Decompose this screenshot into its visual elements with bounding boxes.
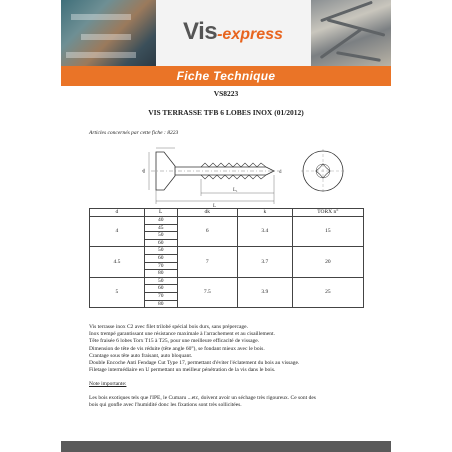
- cell-d: 4: [90, 217, 145, 247]
- cell-dk: 7.5: [177, 277, 237, 307]
- cell-d: 5: [90, 277, 145, 307]
- note-title: Note importante:: [89, 381, 127, 387]
- cell-torx: 15: [292, 217, 363, 247]
- product-title: VIS TERRASSE TFB 6 LOBES INOX (01/2012): [148, 108, 304, 117]
- product-reference: VS8223: [213, 89, 239, 98]
- label-d: d: [279, 170, 282, 175]
- cell-dk: 7: [177, 247, 237, 277]
- cell-torx: 20: [292, 247, 363, 277]
- label-l: L: [213, 204, 217, 209]
- dimensions-table: [89, 208, 364, 308]
- cell-l: 60: [144, 239, 177, 247]
- fiche-technique-band: Fiche Technique: [61, 66, 391, 86]
- product-description: [89, 324, 369, 374]
- footer-bar: [61, 441, 391, 452]
- cell-k: 3.9: [237, 277, 292, 307]
- cell-l: 60: [144, 254, 177, 262]
- cell-torx: 25: [292, 277, 363, 307]
- note-text: [89, 395, 374, 409]
- note-line: Les bois exotiques tels que l'IPE, le Cumaru ...etc, doivent avoir un séchage très rigoureux. Ce sont des: [89, 395, 316, 401]
- table-row: [90, 247, 364, 255]
- logo-express: -express: [217, 26, 283, 43]
- cell-dk: 6: [177, 217, 237, 247]
- cell-l: 70: [144, 292, 177, 300]
- cell-k: 3.4: [237, 217, 292, 247]
- cell-l: 80: [144, 270, 177, 278]
- table-header-row: [90, 209, 364, 217]
- cell-k: 3.7: [237, 247, 292, 277]
- cell-l: 50: [144, 247, 177, 255]
- cell-l: 70: [144, 262, 177, 270]
- cell-d: 4.5: [90, 247, 145, 277]
- screws-photo: [311, 0, 391, 66]
- header-l: L: [144, 209, 177, 217]
- header-dk: dk: [177, 209, 237, 217]
- vis-express-logo: [183, 18, 283, 46]
- cell-l: 60: [144, 285, 177, 293]
- label-dk: dk: [141, 168, 146, 173]
- table-row: [90, 217, 364, 225]
- label-l1: L₁: [233, 188, 238, 193]
- note-line: bois qui gonfle avec l'humidité donc les fixations sont très sollicitées.: [89, 402, 242, 409]
- cell-l: 80: [144, 300, 177, 308]
- articles-concerned: Articles concernés par cette fiche : 8223: [89, 130, 179, 136]
- header-torx: TORX n°: [292, 209, 363, 217]
- logo-vis: Vis: [183, 18, 218, 45]
- cell-l: 40: [144, 217, 177, 225]
- datasheet-page: [61, 0, 391, 452]
- description-line: Dimension de tête de vis réduite (tête angle 60°), se fondant mieux avec le bois.: [89, 345, 265, 352]
- description-line: Tête fraisée 6 lobes Torx T15 à T25, pour une meilleure efficacité de vissage.: [89, 338, 260, 345]
- description-line: Vis terrasse inox C2 avec filet trilobé spécial bois durs, sans prépercage.: [89, 324, 248, 330]
- table-row: [90, 277, 364, 285]
- description-line: Inox trempé garantissant une résistance maximale à l'arrachement et au cisaillement.: [89, 331, 275, 338]
- description-line: Filetage intermédiaire en U permettant un meilleur pénétration de la vis dans le bois.: [89, 367, 276, 374]
- cell-l: 45: [144, 224, 177, 232]
- header-banner: [61, 0, 391, 66]
- description-line: Crantage sous tête auto fraisant, auto bloquant.: [89, 352, 193, 359]
- tools-photo: [61, 0, 156, 66]
- cell-l: 50: [144, 232, 177, 240]
- header-k: k: [237, 209, 292, 217]
- screw-drawing: [61, 140, 391, 210]
- header-d: d: [90, 209, 145, 217]
- cell-l: 50: [144, 277, 177, 285]
- description-line: Double Encoche Anti Fendage Cut Type 17, permettant d'éviter l'éclatement du bois au vissage.: [89, 360, 300, 367]
